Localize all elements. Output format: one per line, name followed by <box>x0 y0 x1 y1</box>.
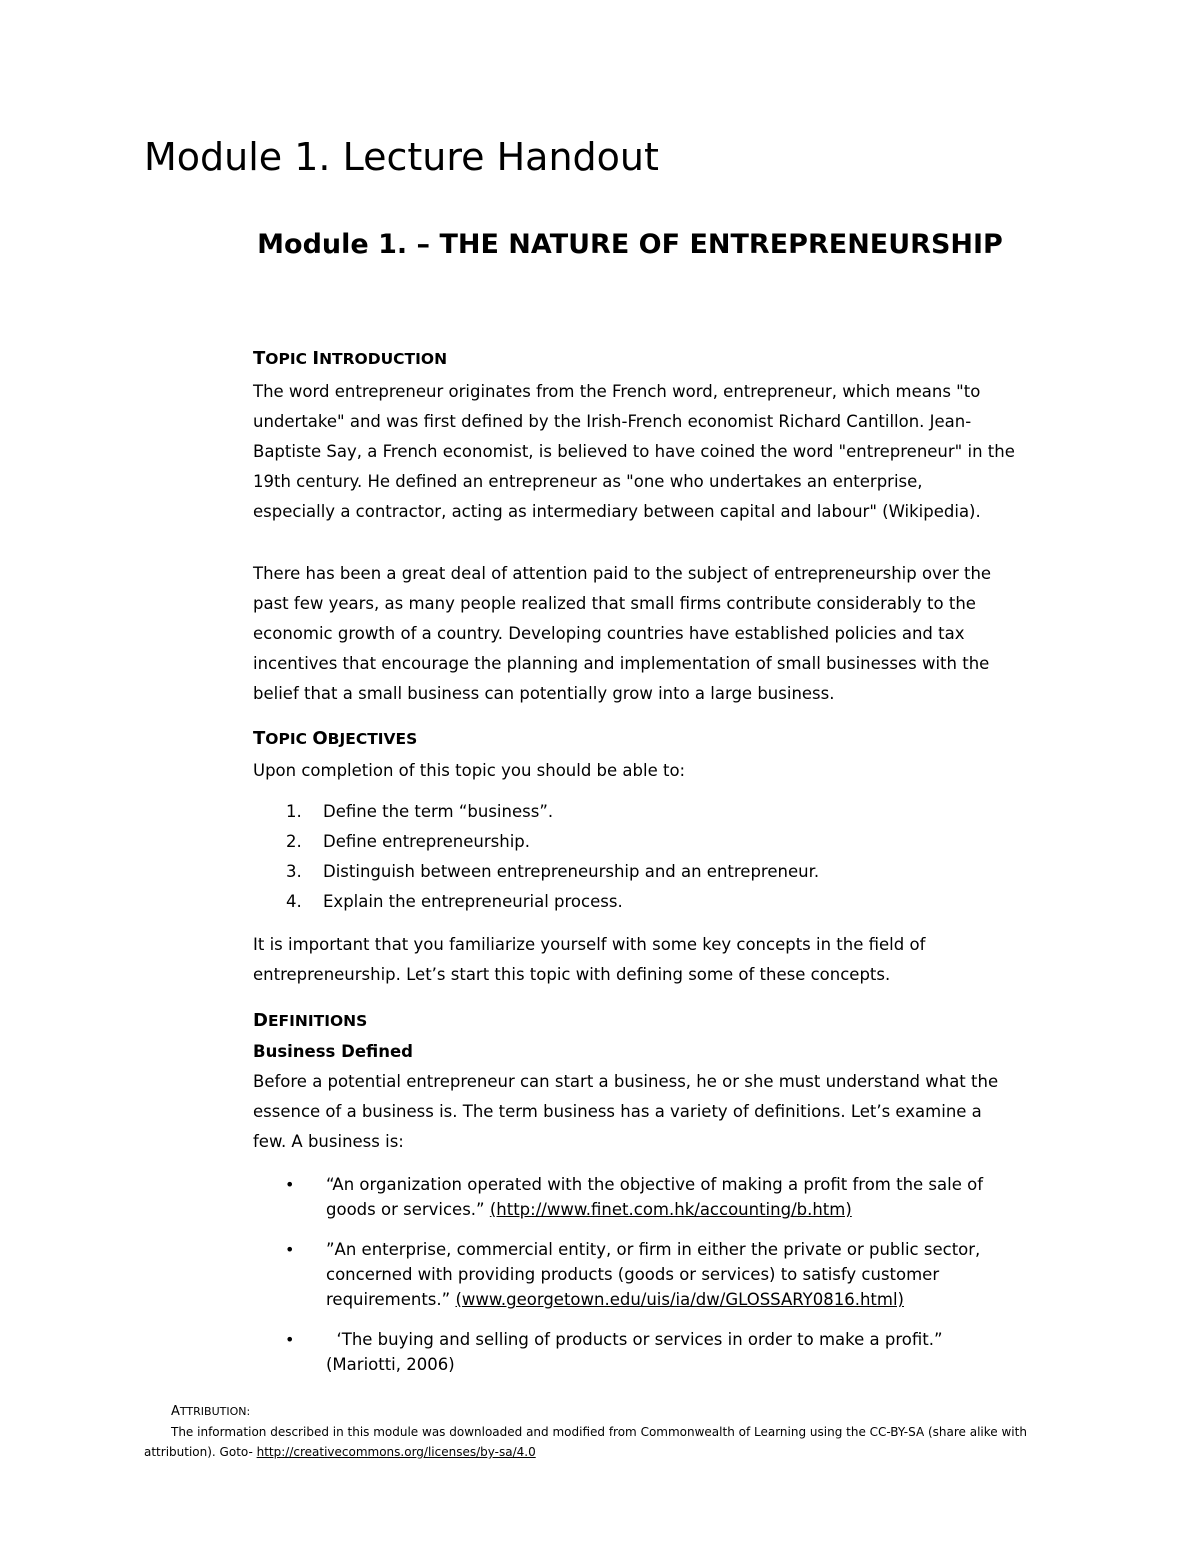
list-item <box>253 827 819 857</box>
paragraph-line: 19th century. He defined an entrepreneur as "one who undertakes an enterprise, <box>253 472 923 491</box>
paragraph-line: Baptiste Say, a French economist, is believed to have coined the word "entrepreneur" in the <box>253 442 1015 461</box>
attribution-line <box>144 1442 1104 1462</box>
license-link[interactable]: http://creativecommons.org/licenses/by-sa/4.0 <box>256 1445 536 1459</box>
paragraph-line: especially a contractor, acting as intermediary between capital and labour" (Wikipedia). <box>253 502 981 521</box>
list-item <box>285 1172 983 1222</box>
heading-cap: I <box>312 348 320 369</box>
source-link[interactable]: (http://www.finet.com.hk/accounting/b.htm) <box>489 1200 852 1219</box>
list-item <box>285 1237 983 1312</box>
heading-cap: D <box>253 1010 268 1031</box>
attribution-text: attribution). Goto- <box>144 1445 257 1459</box>
bullet-line: ”An enterprise, commercial entity, or firm in either the private or public sector, <box>326 1240 981 1259</box>
objectives-intro <box>253 756 1083 786</box>
list-number: 1. <box>286 802 302 821</box>
label-rest: TTRIBUTION: <box>179 1405 251 1418</box>
module-heading: Module 1. – THE NATURE OF ENTREPRENEURSHIP <box>257 229 1003 260</box>
paragraph-line: essence of a business is. The term business has a variety of definitions. Let’s examine a <box>253 1102 982 1121</box>
paragraph-line: economic growth of a country. Developing countries have established policies and tax <box>253 624 965 643</box>
list-number: 2. <box>286 832 302 851</box>
bullet-icon: • <box>285 1330 295 1349</box>
list-number: 4. <box>286 892 302 911</box>
paragraph-line: It is important that you familiarize yourself with some key concepts in the field of <box>253 935 926 954</box>
bullet-text: requirements.” <box>326 1290 456 1309</box>
intro-paragraph-2 <box>253 559 1083 709</box>
objectives-list <box>253 797 819 917</box>
heading-rest: NTRODUCTION <box>319 350 448 368</box>
bullet-line <box>326 1287 983 1312</box>
paragraph-line: belief that a small business can potentially grow into a large business. <box>253 684 835 703</box>
list-item <box>253 797 819 827</box>
list-item <box>253 857 819 887</box>
heading-rest: EFINITIONS <box>267 1012 368 1030</box>
heading-rest: OPIC <box>265 730 313 748</box>
list-item <box>285 1327 983 1377</box>
paragraph-line: undertake" and was first defined by the Irish-French economist Richard Cantillon. Jean- <box>253 412 972 431</box>
definitions-heading <box>253 1010 367 1032</box>
bullet-line: concerned with providing products (goods or services) to satisfy customer <box>326 1265 940 1284</box>
intro-paragraph-1 <box>253 377 1083 527</box>
heading-cap: T <box>253 728 266 749</box>
bullet-line: (Mariotti, 2006) <box>326 1355 455 1374</box>
topic-introduction-heading <box>253 348 447 370</box>
heading-cap: T <box>253 348 266 369</box>
definitions-paragraph <box>253 1067 1083 1157</box>
topic-objectives-heading <box>253 728 417 750</box>
page-title: Module 1. Lecture Handout <box>144 135 659 179</box>
heading-rest: OPIC <box>265 350 313 368</box>
attribution-line: The information described in this module was downloaded and modified from Commonwealth of Learning using the CC-BY-SA (share alike with <box>171 1425 1027 1439</box>
list-item-text: Explain the entrepreneurial process. <box>323 892 623 911</box>
list-item-text: Distinguish between entrepreneurship and an entrepreneur. <box>323 862 820 881</box>
bullet-line <box>326 1197 983 1222</box>
paragraph-line: Upon completion of this topic you should be able to: <box>253 761 686 780</box>
paragraph-line: past few years, as many people realized that small firms contribute considerably to the <box>253 594 976 613</box>
attribution-label <box>144 1402 1104 1422</box>
paragraph-line: few. A business is: <box>253 1132 404 1151</box>
list-item-text: Define the term “business”. <box>323 802 554 821</box>
heading-rest: BJECTIVES <box>327 730 418 748</box>
list-number: 3. <box>286 862 302 881</box>
paragraph-line: Before a potential entrepreneur can start a business, he or she must understand what the <box>253 1072 999 1091</box>
paragraph-line: entrepreneurship. Let’s start this topic with defining some of these concepts. <box>253 965 891 984</box>
business-defined-subheading: Business Defined <box>253 1042 413 1061</box>
list-item <box>253 887 819 917</box>
paragraph-line: The word entrepreneur originates from the French word, entrepreneur, which means "to <box>253 382 981 401</box>
label-cap: A <box>171 1404 180 1419</box>
list-item-text: Define entrepreneurship. <box>323 832 531 851</box>
objectives-closing <box>253 930 1083 990</box>
heading-cap: O <box>312 728 328 749</box>
business-definitions-list <box>285 1172 983 1392</box>
paragraph-line: incentives that encourage the planning and implementation of small businesses with the <box>253 654 990 673</box>
bullet-icon: • <box>285 1175 295 1194</box>
bullet-line: ‘The buying and selling of products or services in order to make a profit.” <box>326 1330 943 1349</box>
source-link[interactable]: (www.georgetown.edu/uis/ia/dw/GLOSSARY0816.html) <box>455 1290 904 1309</box>
bullet-text: goods or services.” <box>326 1200 490 1219</box>
attribution-footer <box>144 1402 1104 1462</box>
bullet-line: “An organization operated with the objective of making a profit from the sale of <box>326 1175 984 1194</box>
paragraph-line: There has been a great deal of attention paid to the subject of entrepreneurship over the <box>253 564 992 583</box>
bullet-icon: • <box>285 1240 295 1259</box>
